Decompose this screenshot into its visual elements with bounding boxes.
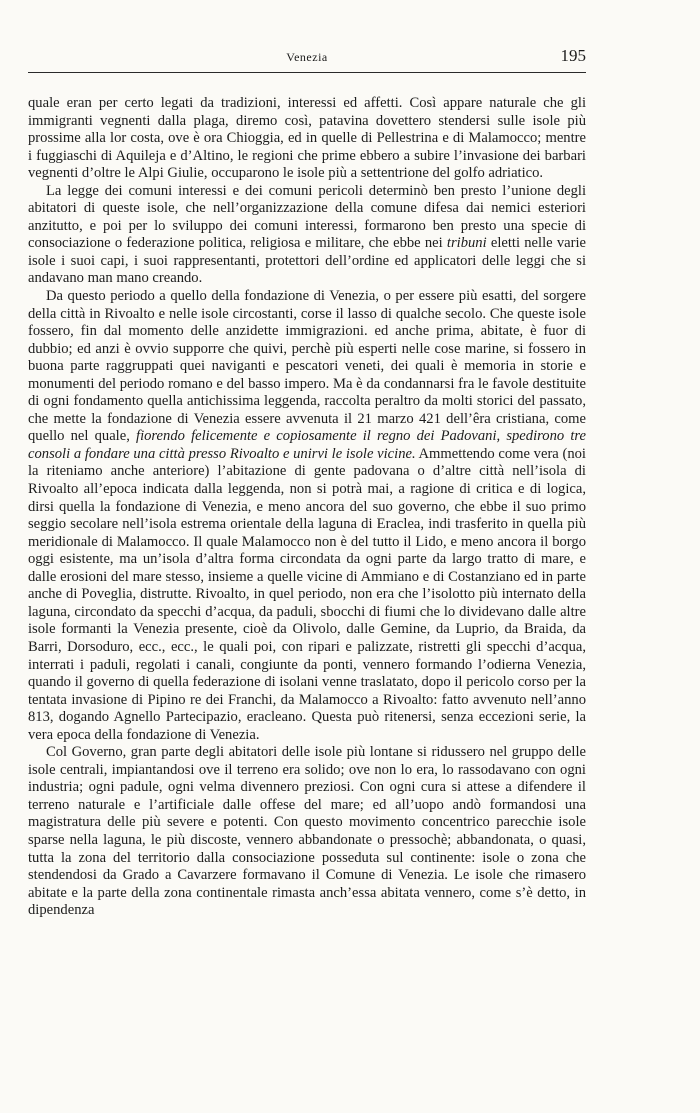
paragraph-text: eletti nelle varie isole i suoi capi, i suoi rappresentanti, protettori dell’ordine ed applicatori delle leggi che si andavano man mano creando. xyxy=(28,235,586,287)
paragraph xyxy=(28,95,586,183)
italic-text: tribuni xyxy=(446,235,487,252)
page-number: 195 xyxy=(560,46,586,65)
paragraph-text: Ammettendo come vera (noi la riteniamo anche anteriore) l’abitazione di gente padovana o d’altre città nell’isola di Rivoalto all’epoca indicata dalla leggenda, non si potrà mai, a ragione di critica e di logica, dirsi quella la fondazione di Venezia, e meno ancora del suo governo, che ebbe il suo primo seggio secolare nell’isola estrema orientale della laguna di Eraclea, indi trasferito in quella più meridionale di Malamocco. Il quale Malamocco non è del tutto il Lido, e meno ancora il borgo oggi esistente, ma un’isola d’altra forma circondata da ogni parte da largo tratto di mare, e dalle erosioni del mare stesso, insieme a quelle vicine di Ammiano e di Costanziano ed in parte anche di Poveglia, distrutte. Rivoalto, in quel periodo, non era che l’isolotto più internato della laguna, circondato da specchi d’acqua, da paduli, sbocchi di fiumi che lo dividevano dalle altre isole formanti la Venezia presente, cioè da Olivolo, dalle Gemine, da Luprio, da Braida, da Barri, Dorsoduro, ecc., ecc., le quali poi, con ripari e palizzate, ristretti gli specchi d’acqua, interrati i paduli, regolati i canali, congiunte da ponti, vennero formando l’odierna Venezia, quando il governo di quella federazione di isolani venne traslatato, dopo il pericolo corso per la tentata invasione di Pipino re dei Franchi, da Malamocco a Rivoalto: fatto avvenuto nell’anno 813, dogando Agnello Partecipazio, eracleano. Questa può ritenersi, senza eccezioni serie, la vera epoca della fondazione di Venezia. xyxy=(28,445,586,743)
paragraph xyxy=(28,744,586,919)
running-head xyxy=(28,46,586,73)
paragraph-text: Da questo periodo a quello della fondazione di Venezia, o per essere più esatti, del sorgere della città in Rivoalto e nelle isole circostanti, corse il lasso di qualche secolo. Che queste isole fossero, fin dal momento delle anzidette immigrazioni. ed anche prima, abitate, è fuor di dubbio; ed anzi è ovvio supporre che quivi, perchè più esperti nelle cose marine, si fossero in buona parte raggruppati quei naviganti e pescatori veneti, dei quali è memoria in storie e monumenti del periodo romano e del basso impero. Ma è da condannarsi fra le favole destituite di ogni fondamento quella antichissima leggenda, raccolta peraltro da molti storici del passato, che mette la fondazione di Venezia essere avvenuta il 21 marzo 421 dell’êra cristiana, come quello nel quale, xyxy=(28,288,586,445)
paragraph-text: Col Governo, gran parte degli abitatori delle isole più lontane si ridussero nel gruppo delle isole centrali, impiantandosi ove il terreno era solido; ove non lo era, lo rassodavano con ogni industria; ogni padule, ogni velma divennero preziosi. Con ogni cura si attese a difendere il terreno naturale e l’artificiale dalle offese del mare; ed all’uopo andò formandosi una magistratura delle più severe e potenti. Con questo movimento concentrico parecchie isole sparse nella laguna, le più discoste, vennero abbandonate o pressochè; abbandonata, o quasi, tutta la zona del territorio dalla consociazione posseduta sul continente: isole o zona che stendendosi da Grado a Cavarzere formavano il Comune di Venezia. Le isole che rimasero abitate e la parte della zona continentale rimasta anch’essa abitata vennero, come s’è detto, in dipendenza xyxy=(28,744,586,919)
paragraph xyxy=(28,288,586,744)
paragraph-text: La legge dei comuni interessi e dei comuni pericoli determinò ben presto l’unione degli abitatori di queste isole, che nell’organizzazione della comune difesa dai nemici esteriori anzitutto, e poi per lo sviluppo dei comuni interessi, formarono ben presto una specie di consociazione o federazione politica, religiosa e militare, che ebbe nei xyxy=(28,182,586,252)
book-page xyxy=(28,46,586,920)
running-title: Venezia xyxy=(286,50,328,64)
body-text xyxy=(28,95,586,920)
paragraph-text: quale eran per certo legati da tradizioni, interessi ed affetti. Così appare naturale che gli immigranti vegnenti dalla plaga, diremo così, patavina dovettero stendersi sulle isole più prossime alla lor costa, ove è ora Chioggia, ed in quelle di Pellestrina e di Malamocco; mentre i fuggiaschi di Aquileja e d’Altino, le regioni che prime ebbero a subire l’invasione dei barbari vegnenti d’oltre le Alpi Giulie, occuparono le isole più a settentrione del golfo adriatico. xyxy=(28,95,586,182)
italic-text: fiorendo felicemente e copiosamente il regno dei Padovani, spedirono tre consoli a fondare una città presso Rivoalto e unirvi le isole vicine. xyxy=(28,428,586,462)
paragraph xyxy=(28,183,586,288)
